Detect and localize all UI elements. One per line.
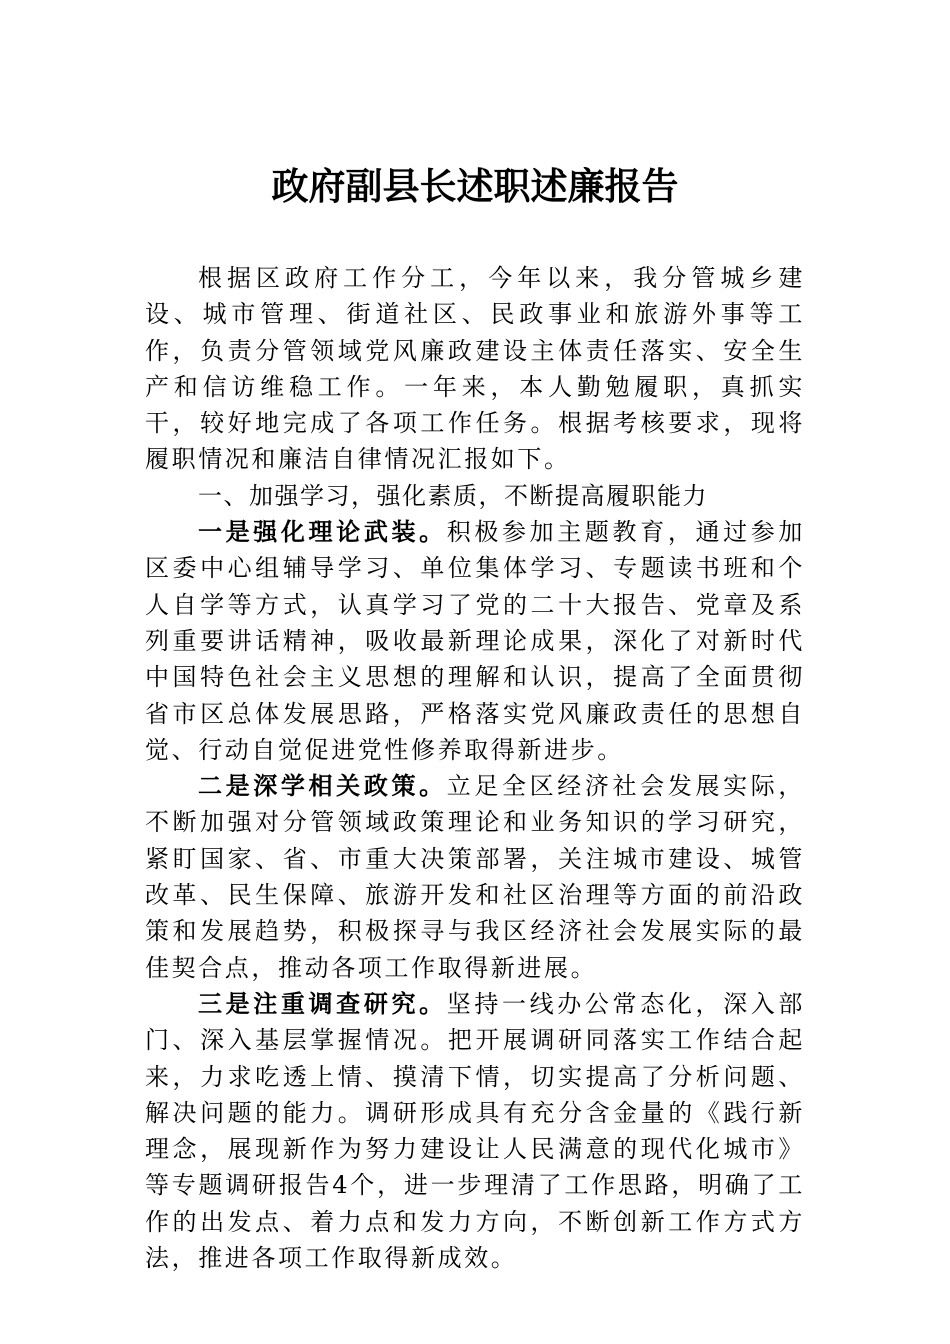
item-paragraph-1 — [145, 514, 805, 768]
item-paragraph-3 — [145, 986, 805, 1276]
item-paragraph-2 — [145, 768, 805, 986]
item-lead: 一是强化理论武装。 — [198, 517, 447, 547]
document-body — [145, 260, 805, 1276]
item-text: 立足全区经济社会发展实际，不断加强对分管领域政策理论和业务知识的学习研究，紧盯国家、省、市重大决策部署，关注城市建设、城管改革、民生保障、旅游开发和社区治理等方面的前沿政策和发展趋势，积极探寻与我区经济社会发展实际的最佳契合点，推动各项工作取得新进展。 — [145, 772, 805, 982]
item-lead: 三是注重调查研究。 — [198, 988, 447, 1018]
intro-paragraph: 根据区政府工作分工，今年以来，我分管城乡建设、城市管理、街道社区、民政事业和旅游外事等工作，负责分管领域党风廉政建设主体责任落实、安全生产和信访维稳工作。一年来，本人勤勉履职，真抓实干，较好地完成了各项工作任务。根据考核要求，现将履职情况和廉洁自律情况汇报如下。 — [145, 264, 805, 474]
item-text: 坚持一线办公常态化，深入部门、深入基层掌握情况。把开展调研同落实工作结合起来，力求吃透上情、摸清下情，切实提高了分析问题、解决问题的能力。调研形成具有充分含金量的《践行新理念，展现新作为努力建设让人民满意的现代化城市》等专题调研报告4个，进一步理清了工作思路，明确了工作的出发点、着力点和发力方向，不断创新工作方式方法，推进各项工作取得新成效。 — [145, 989, 805, 1273]
section-heading: 一、加强学习，强化素质，不断提高履职能力 — [198, 481, 708, 510]
document-title: 政府副县长述职述廉报告 — [271, 164, 679, 208]
item-lead: 二是深学相关政策。 — [198, 771, 447, 801]
item-text: 积极参加主题教育，通过参加区委中心组辅导学习、单位集体学习、专题读书班和个人自学等方式，认真学习了党的二十大报告、党章及系列重要讲话精神，吸收最新理论成果，深化了对新时代中国特色社会主义思想的理解和认识，提高了全面贯彻省市区总体发展思路，严格落实党风廉政责任的思想自觉、行动自觉促进党性修养取得新进步。 — [145, 518, 805, 764]
